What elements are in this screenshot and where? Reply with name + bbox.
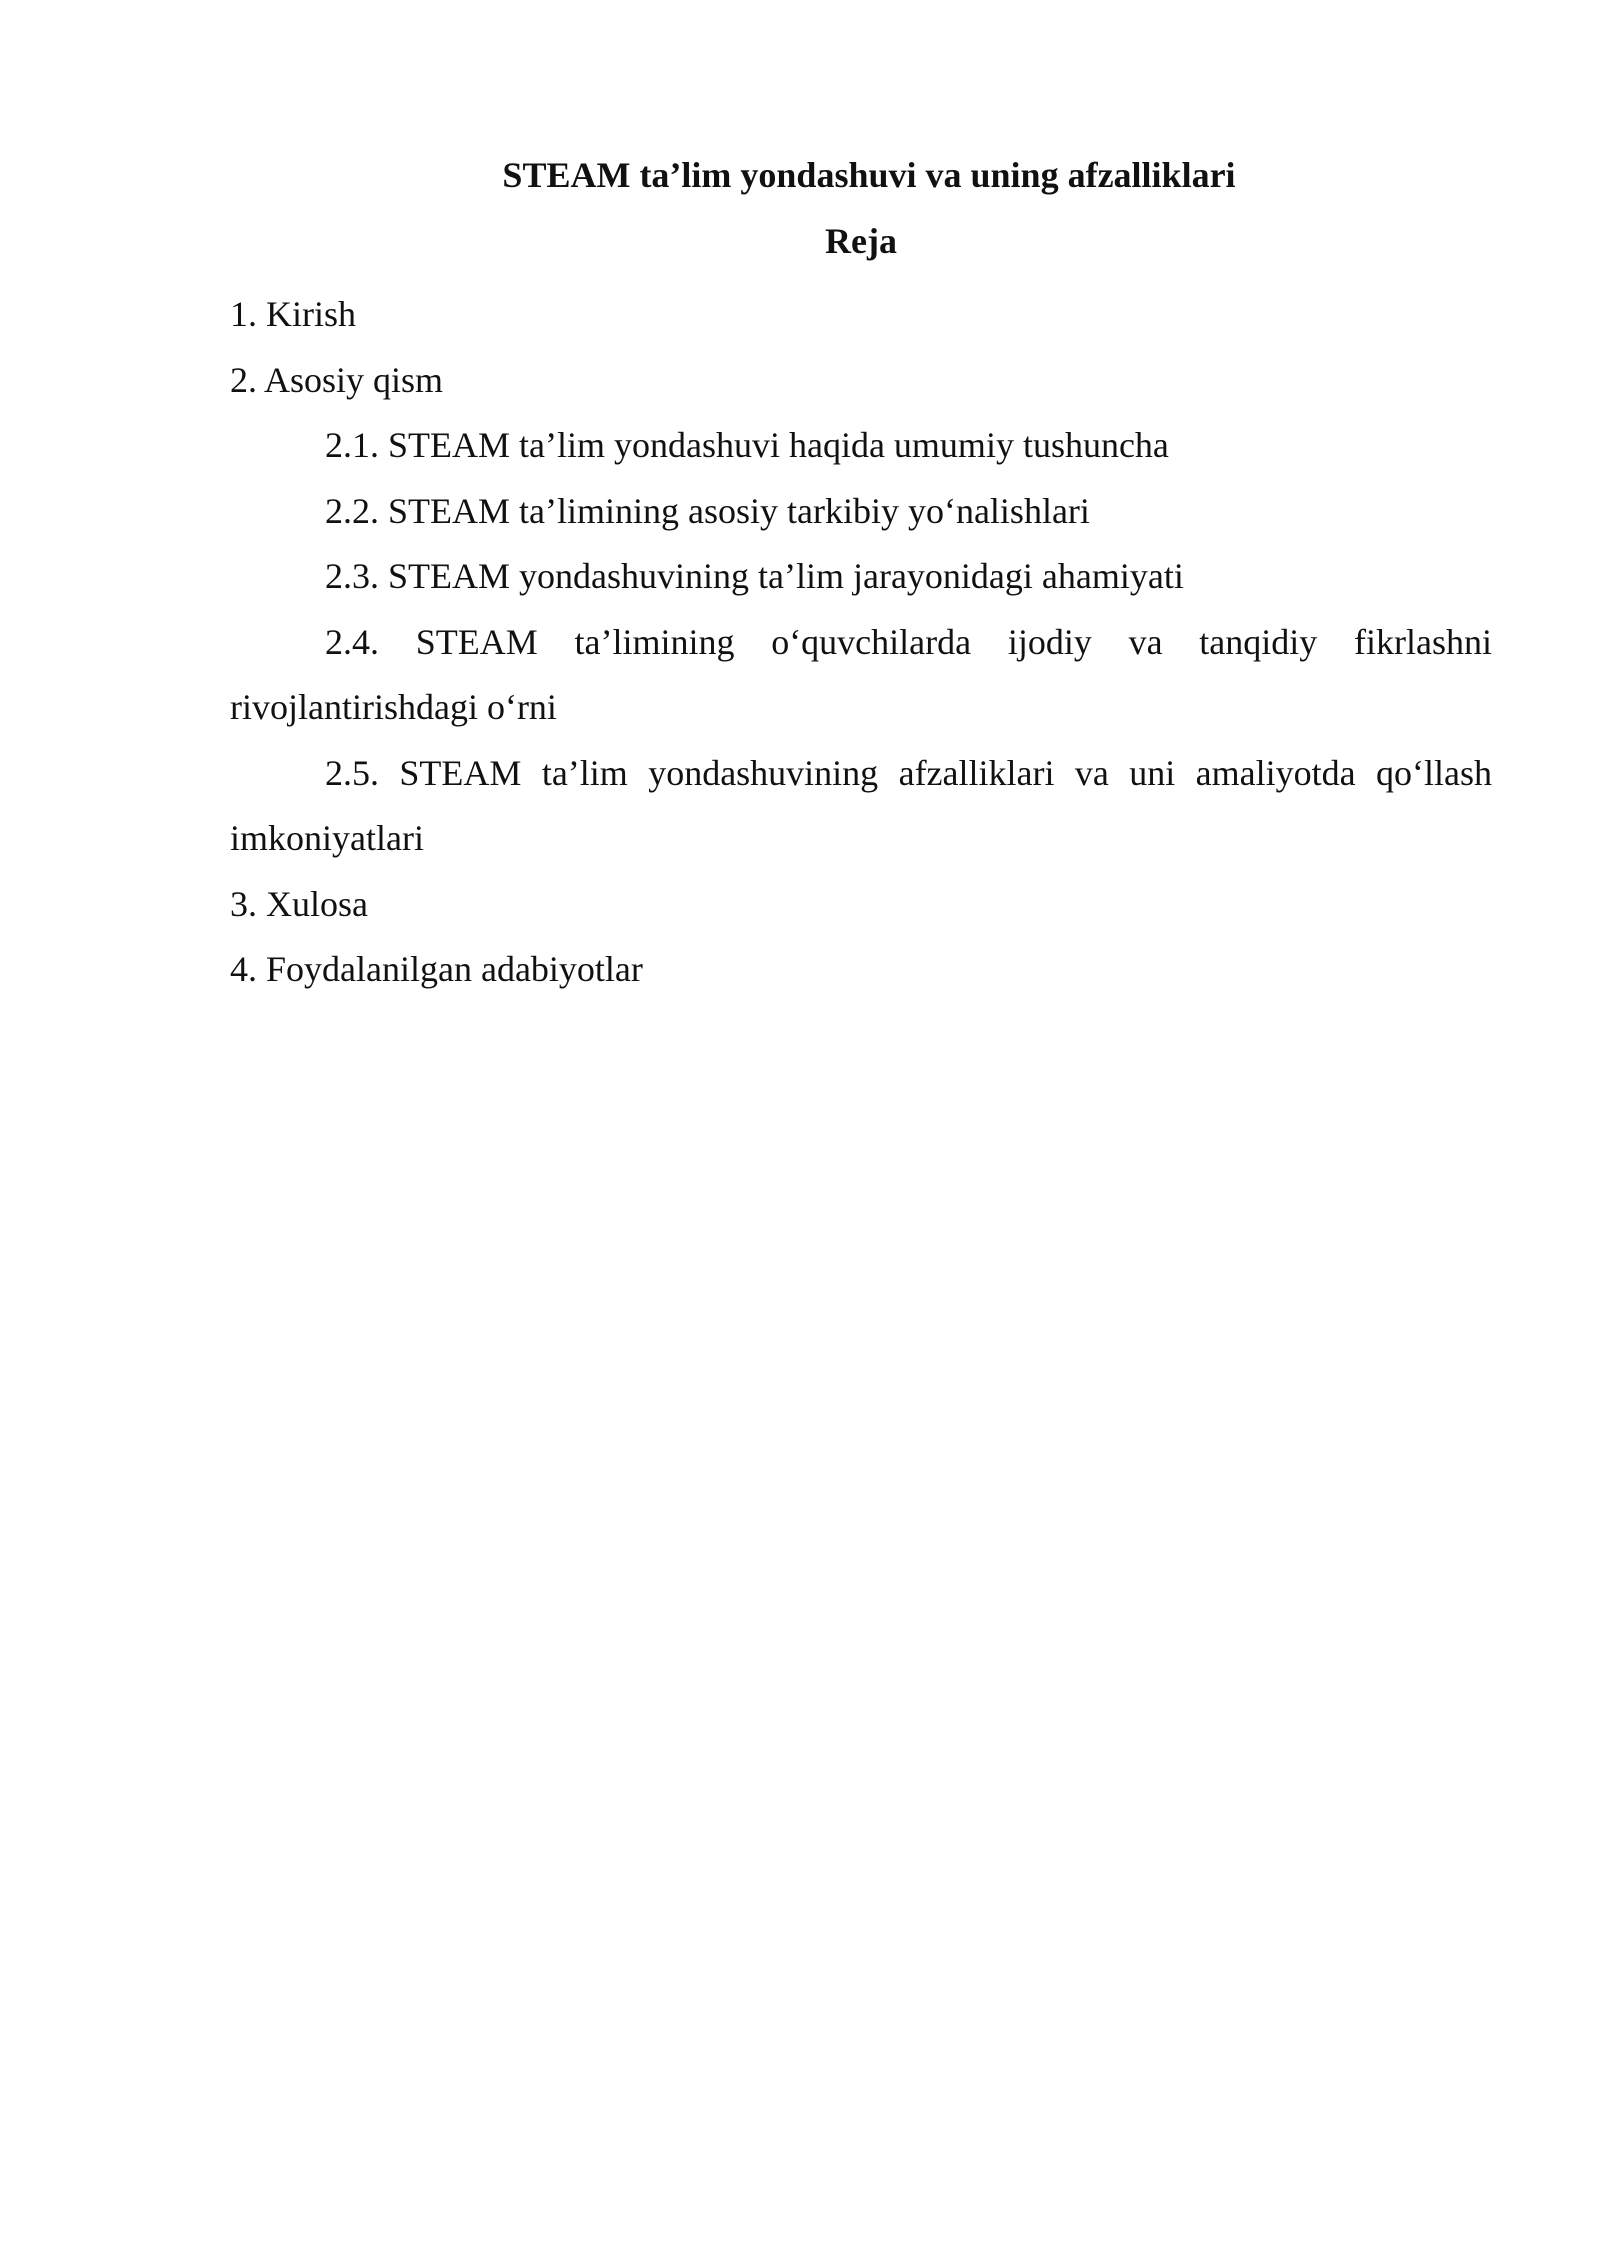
plan-item-4: 4. Foydalanilgan adabiyotlar (230, 949, 643, 989)
plan-heading: Reja (825, 221, 897, 261)
plan-item-1: 1. Kirish (230, 294, 356, 334)
plan-item-2-4: 2.4. STEAM ta’limining o‘quvchilarda ijodiy va tanqidiy fikrlashni rivojlantirishdagi o‘rni (230, 621, 1492, 727)
plan-item-2-3: 2.3. STEAM yondashuvining ta’lim jarayonidagi ahamiyati (325, 556, 1184, 596)
plan-item-3: 3. Xulosa (230, 883, 368, 924)
plan-item-2: 2. Asosiy qism (230, 359, 444, 400)
document-title: STEAM ta’lim yondashuvi va uning afzalliklari (502, 155, 1236, 195)
plan-item-2-5: 2.5. STEAM ta’lim yondashuvining afzalliklari va uni amaliyotda qo‘llash imkoniyatlari (230, 752, 1492, 858)
document-content (230, 150, 1492, 1003)
plan-item-2-1: 2.1. STEAM ta’lim yondashuvi haqida umumiy tushuncha (325, 425, 1169, 465)
plan-item-2-2: 2.2. STEAM ta’limining asosiy tarkibiy yo‘nalishlari (325, 490, 1090, 531)
